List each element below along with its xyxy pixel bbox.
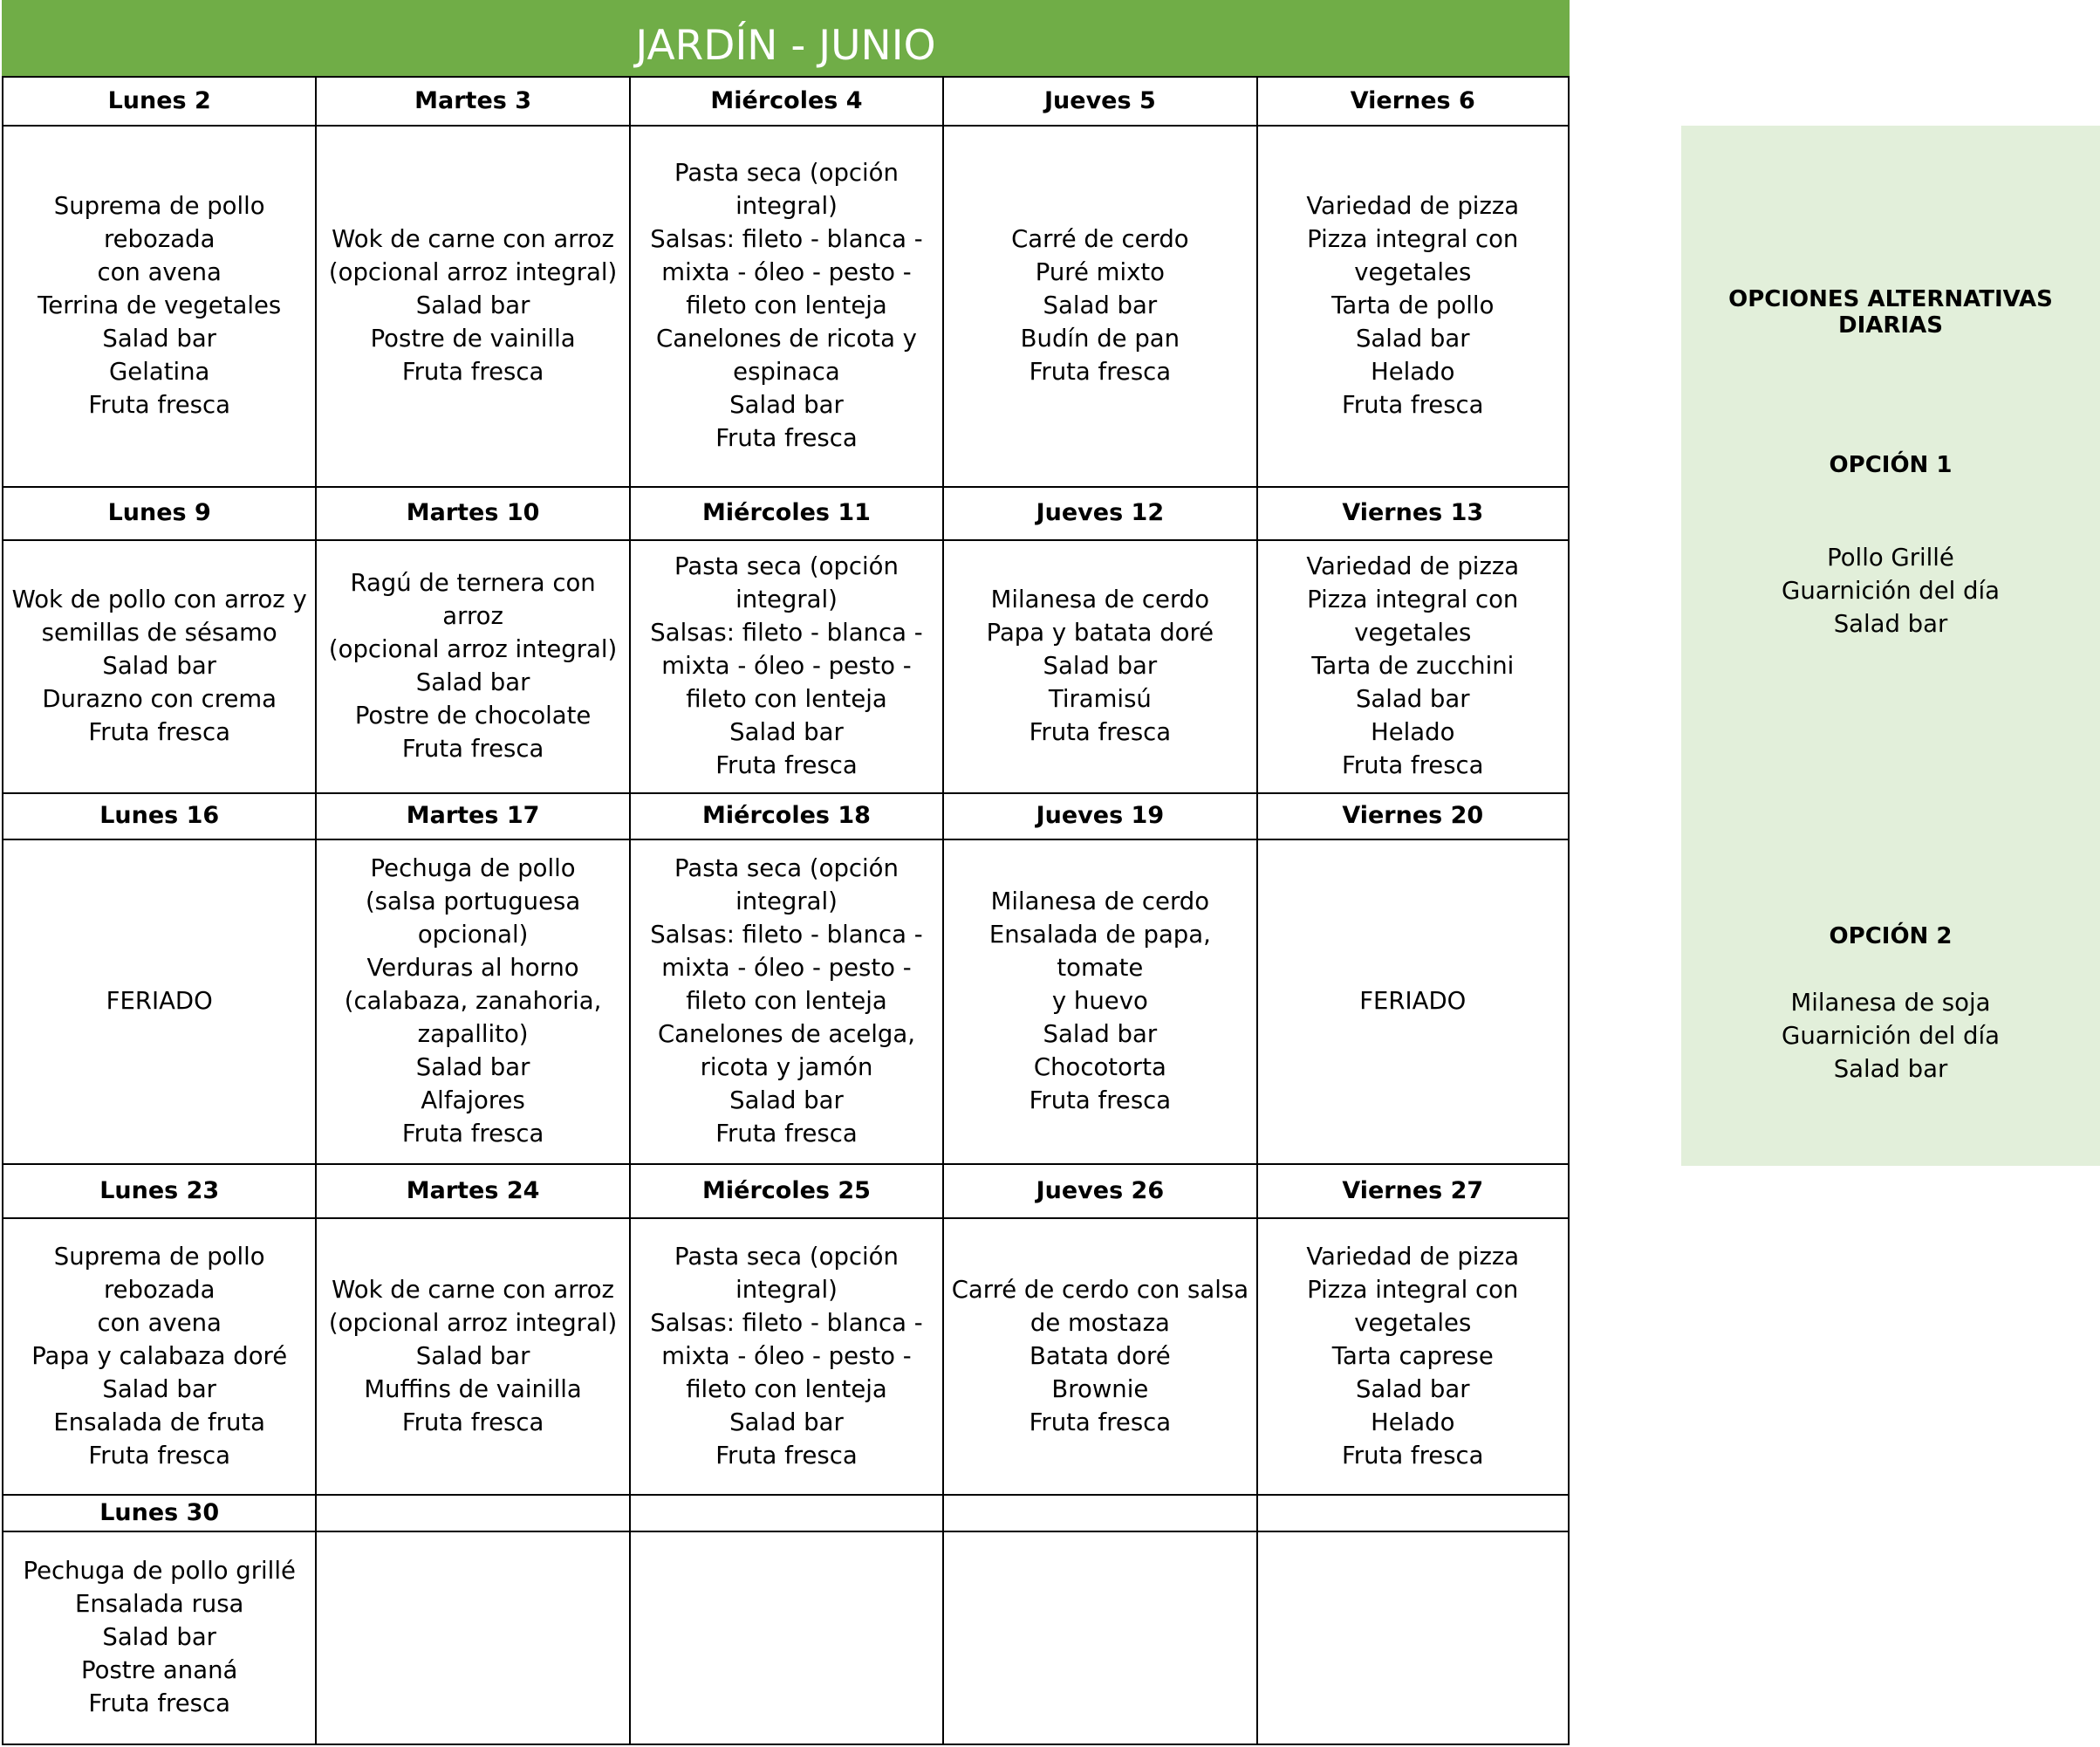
- menu-line: Fruta fresca: [1029, 718, 1172, 746]
- menu-line: Pizza integral con: [1307, 225, 1519, 253]
- menu-cell: [629, 125, 942, 486]
- menu-line: Fruta fresca: [715, 1441, 858, 1470]
- menu-line: Helado: [1371, 358, 1455, 386]
- menu-line: y huevo: [1051, 987, 1148, 1015]
- day-header: [629, 1494, 942, 1531]
- menu-line: Fruta fresca: [1029, 1408, 1172, 1436]
- menu-line: Salad bar: [1043, 652, 1158, 680]
- menu-line: Fruta fresca: [88, 1441, 230, 1470]
- menu-line: Helado: [1371, 718, 1455, 746]
- menu-line: Papa y batata doré: [986, 619, 1214, 647]
- menu-line: mixta - óleo - pesto -: [661, 652, 912, 680]
- menu-line: Pollo Grillé: [1827, 544, 1954, 572]
- menu-line: Wok de carne con arroz: [332, 1275, 614, 1304]
- day-header: [315, 1494, 628, 1531]
- day-header: Martes 10: [315, 486, 628, 539]
- menu-line: (opcional arroz integral): [328, 258, 618, 286]
- menu-line: Salad bar: [729, 718, 844, 746]
- day-header: Miércoles 11: [629, 486, 942, 539]
- menu-line: Salad bar: [415, 668, 530, 696]
- menu-line: Batata doré: [1029, 1341, 1171, 1370]
- menu-line: Fruta fresca: [715, 424, 858, 452]
- menu-line: Tarta caprese: [1331, 1341, 1494, 1370]
- menu-cell: [942, 539, 1255, 792]
- menu-line: Fruta fresca: [1341, 1441, 1484, 1470]
- menu-cell: [2, 125, 315, 486]
- menu-line: Durazno con crema: [42, 685, 277, 713]
- menu-line: Wok de carne con arroz: [332, 225, 614, 253]
- day-header: Martes 24: [315, 1163, 628, 1217]
- menu-line: Pasta seca (opción: [674, 159, 899, 187]
- menu-cell: [942, 125, 1255, 486]
- menu-cell: [629, 1531, 942, 1744]
- menu-line: FERIADO: [106, 987, 213, 1015]
- option-1-items: [1681, 541, 2100, 641]
- menu-line: Salad bar: [729, 1086, 844, 1114]
- menu-line: Pizza integral con: [1307, 1275, 1519, 1304]
- day-header: Martes 3: [315, 76, 628, 125]
- week-1-days-row: [2, 76, 1570, 125]
- day-header: Lunes 9: [2, 486, 315, 539]
- option-1-title: OPCIÓN 1: [1829, 452, 1953, 478]
- menu-line: Fruta fresca: [401, 735, 544, 763]
- menu-line: Verduras al horno: [366, 954, 579, 982]
- menu-line: Postre de chocolate: [354, 702, 592, 730]
- day-header: Jueves 19: [942, 792, 1255, 839]
- menu-cell: [2, 1217, 315, 1494]
- menu-line: Suprema de pollo rebozada: [53, 1242, 265, 1304]
- menu-line: Salad bar: [102, 1374, 216, 1403]
- menu-line: con avena: [97, 258, 222, 286]
- menu-line: integral): [735, 586, 838, 613]
- menu-line: Salad bar: [1043, 1020, 1158, 1048]
- menu-line: fileto con lenteja: [686, 291, 887, 319]
- menu-line: integral): [735, 887, 838, 915]
- week-3-menu-row: [2, 839, 1570, 1163]
- menu-line: Papa y calabaza doré: [31, 1341, 288, 1370]
- menu-line: Salsas: fileto - blanca -: [650, 619, 923, 647]
- menu-line: Fruta fresca: [88, 718, 230, 746]
- menu-line: integral): [735, 1275, 838, 1304]
- menu-line: Salad bar: [1355, 1374, 1470, 1403]
- menu-line: Fruta fresca: [715, 1120, 858, 1148]
- menu-line: Ensalada de fruta: [53, 1408, 266, 1436]
- menu-line: Salad bar: [729, 391, 844, 419]
- week-4-days-row: [2, 1163, 1570, 1217]
- day-header: Viernes 6: [1256, 76, 1570, 125]
- menu-line: zapallito): [417, 1020, 529, 1048]
- week-4-menu-row: [2, 1217, 1570, 1494]
- week-5-menu-row: [2, 1531, 1570, 1744]
- menu-cell: [1256, 125, 1570, 486]
- menu-cell: [1256, 539, 1570, 792]
- menu-line: Ragú de ternera con arroz: [350, 569, 596, 630]
- menu-line: Salad bar: [415, 1341, 530, 1370]
- menu-line: (opcional arroz integral): [328, 1308, 618, 1337]
- menu-line: Ensalada de papa, tomate: [988, 921, 1211, 982]
- menu-line: Salad bar: [415, 1053, 530, 1081]
- day-header: Lunes 23: [2, 1163, 315, 1217]
- menu-line: Budín de pan: [1020, 325, 1180, 353]
- menu-line: Pechuga de pollo: [370, 854, 576, 882]
- menu-line: Salad bar: [1355, 685, 1470, 713]
- menu-line: Pasta seca (opción: [674, 552, 899, 580]
- menu-line: FERIADO: [1359, 987, 1467, 1015]
- menu-line: Gelatina: [108, 358, 210, 386]
- menu-line: Fruta fresca: [401, 1120, 544, 1148]
- menu-line: Chocotorta: [1033, 1053, 1166, 1081]
- day-header: Viernes 27: [1256, 1163, 1570, 1217]
- week-1-menu-row: [2, 125, 1570, 486]
- menu-line: Canelones de ricota y: [656, 325, 917, 353]
- menu-line: Tiramisú: [1048, 685, 1152, 713]
- menu-line: Salad bar: [415, 291, 530, 319]
- menu-line: de mostaza: [1029, 1308, 1170, 1337]
- menu-cell: [629, 1217, 942, 1494]
- day-header: Viernes 13: [1256, 486, 1570, 539]
- day-header: Jueves 5: [942, 76, 1255, 125]
- menu-line: vegetales: [1354, 619, 1472, 647]
- day-header: Miércoles 4: [629, 76, 942, 125]
- menu-cell: [942, 1531, 1255, 1744]
- day-header: Viernes 20: [1256, 792, 1570, 839]
- menu-line: (calabaza, zanahoria,: [344, 987, 602, 1015]
- menu-line: Fruta fresca: [88, 391, 230, 419]
- menu-line: ricota y jamón: [700, 1053, 873, 1081]
- menu-line: Postre ananá: [81, 1656, 238, 1684]
- menu-line: espinaca: [733, 358, 840, 386]
- menu-line: Canelones de acelga,: [657, 1020, 915, 1048]
- menu-calendar-grid: [2, 76, 1570, 1745]
- day-header: Lunes 30: [2, 1494, 315, 1531]
- menu-line: Brownie: [1051, 1374, 1149, 1403]
- menu-line: Salad bar: [102, 652, 216, 680]
- menu-line: fileto con lenteja: [686, 1374, 887, 1403]
- menu-line: Tarta de pollo: [1331, 291, 1495, 319]
- day-header: Jueves 12: [942, 486, 1255, 539]
- menu-cell: [315, 125, 628, 486]
- menu-line: Pechuga de pollo grillé: [23, 1557, 296, 1585]
- menu-line: (opcional arroz integral): [328, 635, 618, 663]
- menu-line: Milanesa de soja: [1790, 989, 1991, 1017]
- menu-cell: [315, 539, 628, 792]
- menu-line: Salad bar: [729, 1408, 844, 1436]
- option-2-title: OPCIÓN 2: [1829, 923, 1953, 949]
- menu-cell: [2, 539, 315, 792]
- day-header: Lunes 16: [2, 792, 315, 839]
- day-header: Jueves 26: [942, 1163, 1255, 1217]
- menu-line: Pizza integral con: [1307, 586, 1519, 613]
- menu-line: Salad bar: [1833, 610, 1948, 638]
- menu-cell: [315, 1217, 628, 1494]
- menu-line: Wok de pollo con arroz y: [11, 586, 307, 613]
- menu-line: Salad bar: [102, 325, 216, 353]
- menu-line: Puré mixto: [1035, 258, 1165, 286]
- week-2-days-row: [2, 486, 1570, 539]
- day-header: [942, 1494, 1255, 1531]
- menu-line: Fruta fresca: [88, 1689, 230, 1717]
- menu-line: Terrina de vegetales: [38, 291, 282, 319]
- menu-cell: [2, 839, 315, 1163]
- menu-line: Fruta fresca: [715, 751, 858, 779]
- menu-line: Carré de cerdo con salsa: [951, 1275, 1249, 1304]
- menu-line: Salad bar: [1355, 325, 1470, 353]
- menu-line: Guarnición del día: [1782, 577, 2000, 605]
- menu-line: Fruta fresca: [1029, 1086, 1172, 1114]
- alternatives-heading: OPCIONES ALTERNATIVAS DIARIAS: [1728, 286, 2053, 339]
- week-3-days-row: [2, 792, 1570, 839]
- menu-line: Alfajores: [421, 1086, 525, 1114]
- page-title: JARDÍN - JUNIO: [2, 0, 1570, 76]
- menu-cell: [942, 839, 1255, 1163]
- day-header: Miércoles 18: [629, 792, 942, 839]
- menu-line: opcional): [417, 921, 529, 949]
- menu-line: Variedad de pizza: [1306, 192, 1520, 220]
- menu-line: Tarta de zucchini: [1311, 652, 1515, 680]
- menu-line: Suprema de pollo rebozada: [53, 192, 265, 253]
- menu-cell: [1256, 1531, 1570, 1744]
- menu-line: Pasta seca (opción: [674, 854, 899, 882]
- menu-cell: [629, 839, 942, 1163]
- menu-line: mixta - óleo - pesto -: [661, 258, 912, 286]
- menu-line: Helado: [1371, 1408, 1455, 1436]
- menu-line: vegetales: [1354, 258, 1472, 286]
- menu-line: Salad bar: [1833, 1055, 1948, 1083]
- menu-line: fileto con lenteja: [686, 987, 887, 1015]
- menu-line: Fruta fresca: [401, 358, 544, 386]
- alternatives-panel: [1681, 126, 2100, 1166]
- menu-line: Postre de vainilla: [370, 325, 576, 353]
- menu-line: (salsa portuguesa: [365, 887, 581, 915]
- menu-line: Fruta fresca: [1341, 751, 1484, 779]
- menu-line: Variedad de pizza: [1306, 1242, 1520, 1271]
- menu-line: mixta - óleo - pesto -: [661, 1341, 912, 1370]
- menu-line: Salsas: fileto - blanca -: [650, 225, 923, 253]
- menu-line: Salad bar: [1043, 291, 1158, 319]
- menu-cell: [315, 839, 628, 1163]
- week-2-menu-row: [2, 539, 1570, 792]
- menu-line: Salsas: fileto - blanca -: [650, 1308, 923, 1337]
- menu-line: Milanesa de cerdo: [990, 887, 1210, 915]
- menu-line: Muffins de vainilla: [364, 1374, 582, 1403]
- option-2-items: [1681, 986, 2100, 1086]
- menu-line: Fruta fresca: [401, 1408, 544, 1436]
- menu-line: Guarnición del día: [1782, 1022, 2000, 1050]
- day-header: [1256, 1494, 1570, 1531]
- menu-line: fileto con lenteja: [686, 685, 887, 713]
- menu-line: semillas de sésamo: [41, 619, 277, 647]
- day-header: Martes 17: [315, 792, 628, 839]
- menu-line: Variedad de pizza: [1306, 552, 1520, 580]
- menu-line: Fruta fresca: [1029, 358, 1172, 386]
- day-header: Miércoles 25: [629, 1163, 942, 1217]
- menu-line: Pasta seca (opción: [674, 1242, 899, 1271]
- menu-cell: [1256, 839, 1570, 1163]
- menu-line: Salad bar: [102, 1623, 216, 1651]
- menu-cell: [942, 1217, 1255, 1494]
- menu-cell: [629, 539, 942, 792]
- menu-line: con avena: [97, 1308, 222, 1337]
- menu-line: Fruta fresca: [1341, 391, 1484, 419]
- menu-cell: [315, 1531, 628, 1744]
- menu-line: Carré de cerdo: [1011, 225, 1189, 253]
- menu-line: Ensalada rusa: [74, 1590, 244, 1618]
- menu-line: Salsas: fileto - blanca -: [650, 921, 923, 949]
- menu-line: integral): [735, 192, 838, 220]
- menu-line: mixta - óleo - pesto -: [661, 954, 912, 982]
- menu-line: vegetales: [1354, 1308, 1472, 1337]
- week-5-days-row: [2, 1494, 1570, 1531]
- menu-line: Milanesa de cerdo: [990, 586, 1210, 613]
- menu-cell: [2, 1531, 315, 1744]
- day-header: Lunes 2: [2, 76, 315, 125]
- menu-cell: [1256, 1217, 1570, 1494]
